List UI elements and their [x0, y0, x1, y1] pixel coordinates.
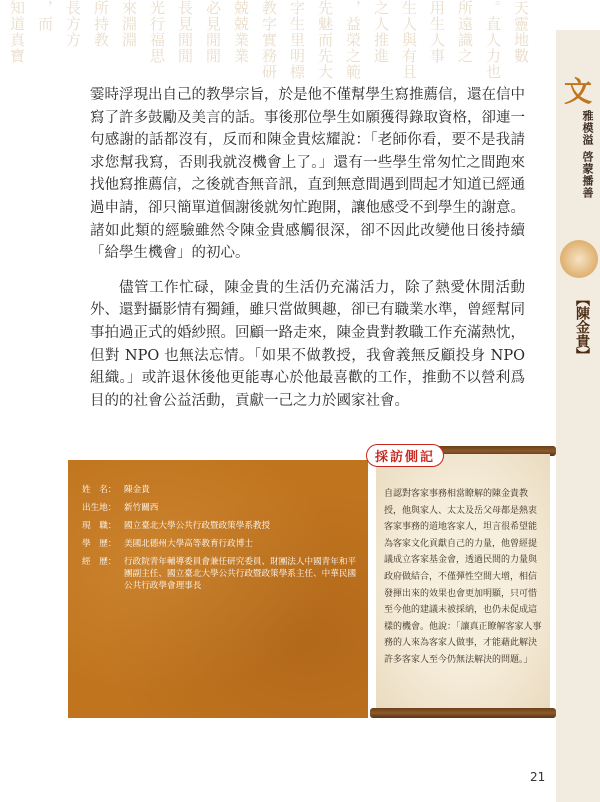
watermark-column: 先魅而先大 [316, 0, 334, 80]
profile-box [68, 460, 368, 718]
notes-text: 自認對客家事務相當瞭解的陳金貴教授，他與家人、太太及岳父母都是熱衷客家事務的道地客家人，坦言很希望能為客家文化貢獻自己的力量，他曾經提議成立客家基金會，透過民間的力量與政府做結合，不僅彈性空間大增，相信發揮出來的效果也會更加明顯，只可惜至今他的建議未被採納，也仍未促成這樣的機會。他說：「讓真正瞭解客家人事務的人來為客家人做事，才能藉此解決許多客家人至今仍無法解決的問題。」 [384, 489, 542, 665]
person-name-tab: 【陳金貴】 [574, 292, 590, 362]
watermark-column: 所遠識之 [456, 0, 474, 64]
profile-value: 行政院青年輔導委員會兼任研究委員、財團法人中國青年和平團副主任、國立臺北大學公共行政暨政策學系主任、中華民國公共行政學會理事長 [124, 557, 357, 591]
interview-notes-scroll [370, 446, 556, 718]
watermark-column: 來淵淵 [120, 0, 138, 48]
profile-row-birthplace [82, 502, 362, 514]
watermark-column: 知道真寶 [8, 0, 26, 64]
sidebar [556, 30, 600, 802]
profile-label: 現 職： [82, 521, 117, 531]
watermark-column: ，而 [36, 0, 54, 32]
watermark-column: 長見閒閒 [176, 0, 194, 64]
watermark-column: 天靈地數 [512, 0, 530, 64]
watermark-column: 。直人力也 [484, 0, 502, 80]
profile-label: 經 歷： [82, 557, 117, 567]
profile-label: 出生地： [82, 503, 117, 513]
watermark-column: ，益榮之範 [344, 0, 362, 80]
profile-label: 學 歷： [82, 539, 117, 549]
paragraph: 霎時浮現出自己的教學宗旨，於是他不僅幫學生寫推薦信，還在信中寫了許多鼓勵及美言的話。事後那位學生如願獲得錄取資格，卻連一句感謝的話都沒有，反而和陳金貴炫耀說：「老師你看，要不是我請求您幫我寫，否則我就沒機會上了。」還有一些學生常匆忙之間跑來找他寫推薦信，之後就杳無音訊，直到無意間遇到問起才知道已經通過申請，卻只簡單道個謝後就匆忙跑開，讓他感受不到學生的謝意。諸如此類的經驗雖然令陳金貴感觸很深，卻不因此改變他日後持續「給學生機會」的初心。 [90, 87, 525, 262]
profile-label: 姓 名： [82, 485, 117, 495]
profile-value: 陳金貴 [124, 485, 150, 495]
series-title: 雅模溢 啓蒙播善 [581, 110, 594, 199]
series-logo: 文 [563, 75, 592, 108]
watermark-column: 必見閒閒 [204, 0, 222, 64]
profile-value: 新竹關西 [124, 503, 159, 513]
watermark-column: 所持教 [92, 0, 110, 48]
watermark-column: 之人推進 [372, 0, 390, 64]
profile-row-name [82, 484, 362, 496]
watermark-text [8, 0, 530, 82]
flower-ornament-icon [560, 240, 598, 278]
profile-value: 美國北德州大學高等教育行政博士 [124, 539, 253, 549]
notes-badge: 採訪側記 [366, 444, 444, 467]
profile-row-education [82, 538, 362, 550]
watermark-column: 兢兢業業 [232, 0, 250, 64]
watermark-column: 長方方 [64, 0, 82, 48]
watermark-column: 教字實務研 [260, 0, 278, 80]
watermark-column: 用生人事 [428, 0, 446, 64]
paragraph: 儘管工作忙碌，陳金貴的生活仍充滿活力，除了熱愛休閒活動外、還對攝影情有獨鍾，雖只當做興趣，卻已有職業水準，曾經幫同事拍過正式的婚紗照。回顧一路走來，陳金貴對教職工作充滿熱忱，但對 NPO 也無法忘情。「如果不做教授，我會義無反顧投身 NPO 組織。」或許退休後他更能專心於他最喜歡的工作，推動不以營利爲目的的社會公益活動，貢獻一己之力於國家社會。 [90, 279, 525, 409]
watermark-column: 生人與有且 [400, 0, 418, 80]
profile-value: 國立臺北大學公共行政暨政策學系教授 [124, 521, 271, 531]
article-body [90, 84, 525, 424]
page-number: 21 [530, 770, 546, 784]
scroll-rod-bottom [370, 708, 556, 718]
profile-row-experience [82, 556, 362, 592]
watermark-column: 光行福思 [148, 0, 166, 64]
profile-row-position [82, 520, 362, 532]
watermark-column: 字生里明標 [288, 0, 306, 80]
